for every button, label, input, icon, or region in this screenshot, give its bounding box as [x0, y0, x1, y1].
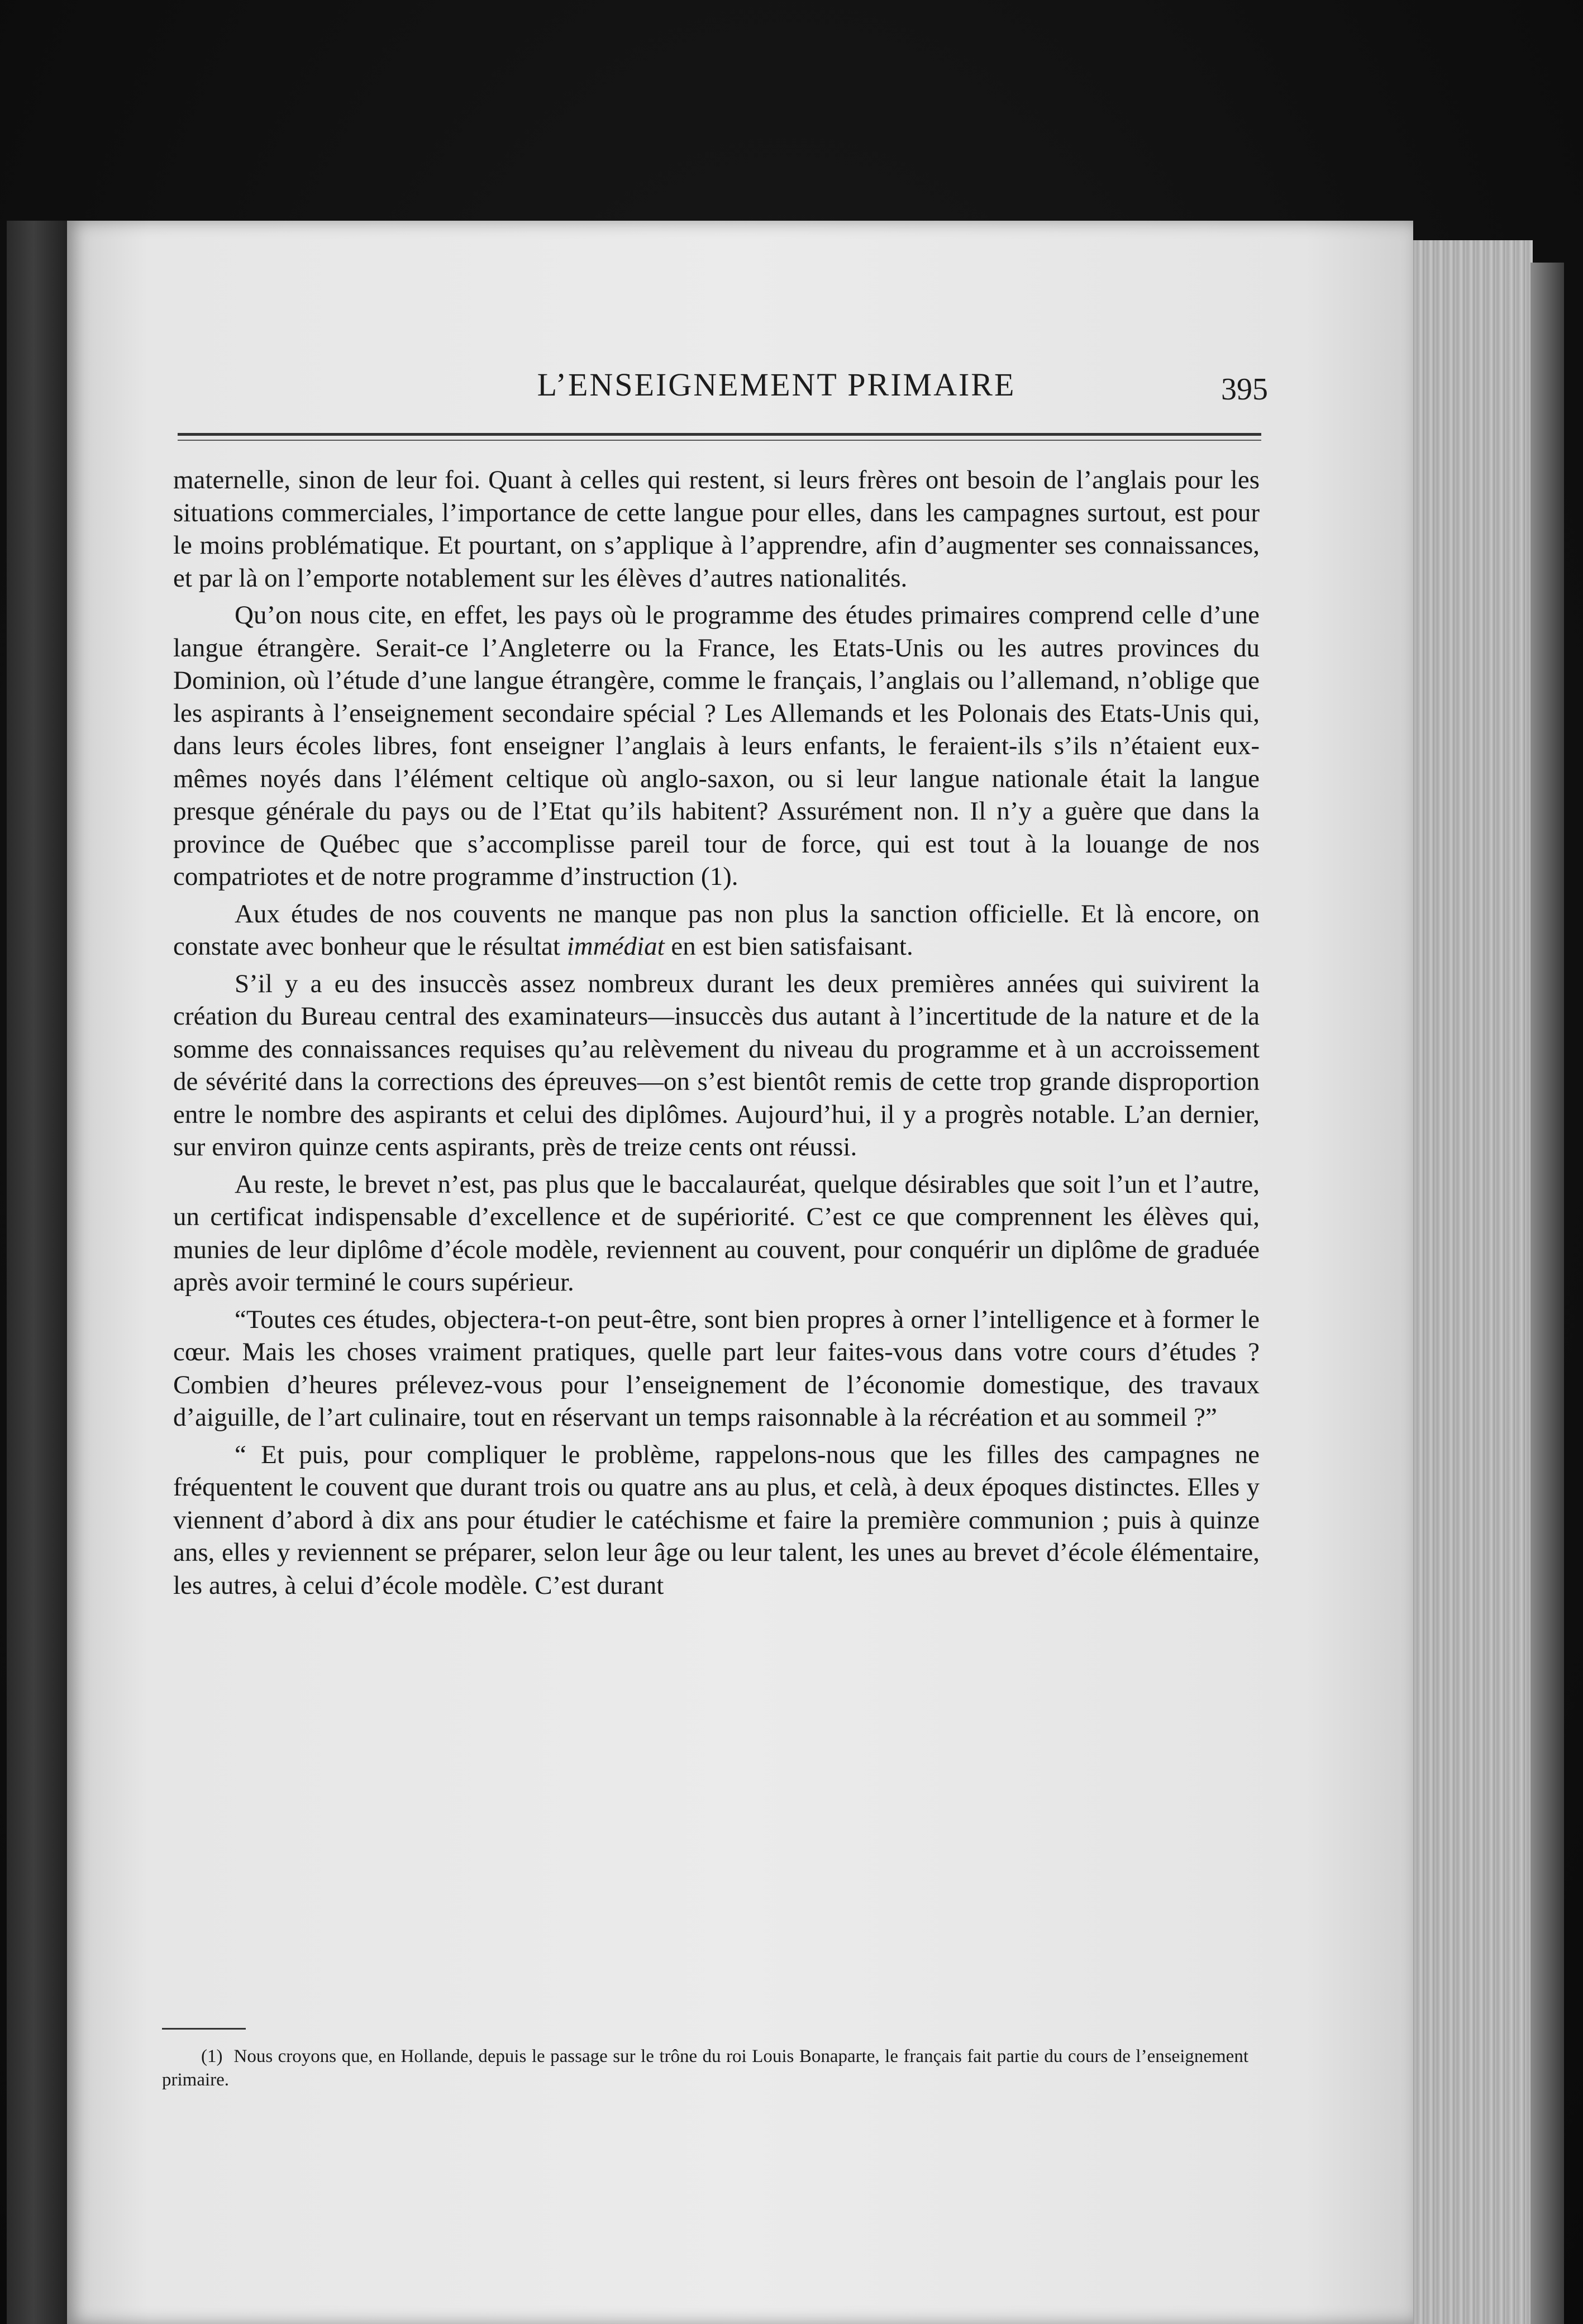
footnote-rule	[162, 2028, 246, 2030]
paragraph-3	[173, 898, 1260, 963]
body-text	[173, 464, 1260, 1606]
paragraph-3-text: Aux études de nos couvents ne manque pas non plus la sanction officielle. Et là encore, on constate avec bonheur que le résultat	[173, 899, 1260, 961]
book-left-edge	[7, 221, 74, 2324]
paragraph-1: maternelle, sinon de leur foi. Quant à celles qui restent, si leurs frères ont besoin de l’anglais pour les situations commerciales, l’importance de cette langue pour elles, dans les campagnes surtout, est pour le moins problématique. Et pourtant, on s’applique à l’apprendre, afin d’augmenter ses connaissances, et par là on l’emporte notablement sur les élèves d’autres nationalités.	[173, 465, 1260, 593]
paragraph-4: S’il y a eu des insuccès assez nombreux durant les deux premières années qui suivirent la création du Bureau central des examinateurs—insuccès dus autant à l’incertitude de la nature et de la somme des connaissances requises qu’au relèvement du niveau du programme et à un accroissement de sévérité dans la corrections des épreuves—on s’est bientôt remis de cette trop grande disproportion entre le nombre des aspirants et celui des diplômes. Aujourd’hui, il y a progrès notable. L’an dernier, sur environ quinze cents aspirants, près de treize cents ont réussi.	[173, 969, 1260, 1161]
page-stack	[1402, 240, 1533, 2324]
paragraph-3-end: en est bien satisfaisant.	[671, 932, 913, 961]
running-header: L’ENSEIGNEMENT PRIMAIRE	[537, 366, 1016, 403]
paragraph-6: “Toutes ces études, objectera-t-on peut-être, sont bien propres à orner l’intelligence et à former le cœur. Mais les choses vraiment pratiques, quelle part leur faites-vous dans votre cours d’études ? Combien d’heures prélevez-vous pour l’enseignement de l’économie domestique, des travaux d’aiguille, de l’art culinaire, tout en réservant un temps raisonnable à la récréation et au sommeil ?”	[173, 1304, 1260, 1432]
footnote	[162, 2045, 1248, 2092]
header-rule-thin	[178, 440, 1261, 441]
book-cover-edge	[1530, 263, 1564, 2324]
footnote-text: Nous croyons que, en Hollande, depuis le passage sur le trône du roi Louis Bonaparte, le français fait partie du cours de l’enseignement primaire.	[162, 2046, 1248, 2090]
paragraph-2: Qu’on nous cite, en effet, les pays où le programme des études primaires comprend celle d’une langue étrangère. Serait-ce l’Angleterre ou la France, les Etats-Unis ou les autres provinces du Dominion, où l’étude d’une langue étrangère, comme le français, l’anglais ou l’allemand, n’oblige que les aspirants à l’enseignement secondaire spécial ? Les Allemands et les Polonais des Etats-Unis qui, dans leurs écoles libres, font enseigner l’anglais à leurs enfants, le feraient-ils s’ils n’étaient eux-mêmes noyés dans l’élément celtique où anglo-saxon, ou si leur langue nationale était la langue presque générale du pays ou de l’Etat qu’ils habitent? Assurément non. Il n’y a guère que dans la province de Québec que s’accomplisse pareil tour de force, qui est tout à la louange de nos compatriotes et de notre programme d’instruction (1).	[173, 601, 1260, 891]
paragraph-5: Au reste, le brevet n’est, pas plus que le baccalauréat, quelque désirables que soit l’un et l’autre, un certificat indispensable d’excellence et de supériorité. C’est ce que comprennent les élèves qui, munies de leur diplôme d’école modèle, reviennent au couvent, pour conquérir un diplôme de graduée après avoir terminé le cours supérieur.	[173, 1169, 1260, 1297]
header-rule	[178, 433, 1261, 436]
emphasis-word: immédiat	[566, 932, 665, 961]
footnote-mark: (1)	[201, 2046, 223, 2066]
page-number: 395	[1221, 372, 1268, 407]
paragraph-7: “ Et puis, pour compliquer le problème, rappelons-nous que les filles des campagnes ne fréquentent le couvent que durant trois ou quatre ans au plus, et celà, à deux époques distinctes. Elles y viennent d’abord à dix ans pour étudier le catéchisme et faire la première communion ; puis à quinze ans, elles y reviennent se préparer, selon leur âge ou leur talent, les unes au brevet d’école élémentaire, les autres, à celui d’école modèle. C’est durant	[173, 1440, 1260, 1600]
